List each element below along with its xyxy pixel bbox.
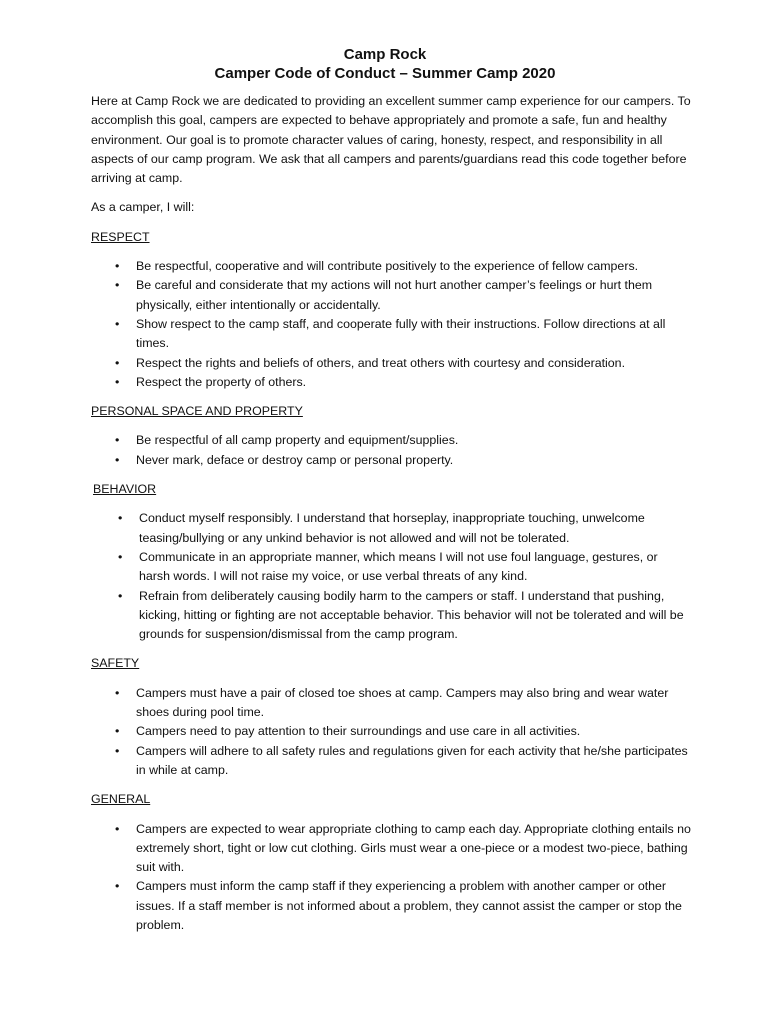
bullet-icon: • [115, 278, 120, 293]
list-item-text: Show respect to the camp staff, and cooperate fully with their instructions. Follow directions at all times. [136, 316, 666, 351]
list-item-text: Campers are expected to wear appropriate clothing to camp each day. Appropriate clothing entails no extremely short, tight or low cut clothing. Girls must wear a one-piece or a modest two-piece, bathing suit with. [136, 821, 691, 875]
list-item [91, 431, 691, 450]
list-item [91, 684, 691, 723]
bullet-icon: • [115, 685, 120, 700]
document-title: Camp Rock [343, 46, 427, 63]
title-block [0, 45, 770, 83]
bullet-icon: • [115, 316, 120, 331]
list-item [91, 257, 691, 276]
list-item [91, 451, 691, 470]
list-item-text: Be respectful, cooperative and will contribute positively to the experience of fellow campers. [136, 259, 639, 274]
list-item-text: Conduct myself responsibly. I understand that horseplay, inappropriate touching, unwelcome teasing/bullying or any unkind behavior is not allowed and will not be tolerated. [139, 511, 645, 545]
list-item-text: Campers must have a pair of closed toe shoes at camp. Campers may also bring and wear water shoes during pool time. [136, 685, 669, 720]
list-item-text: Respect the property of others. [136, 374, 307, 389]
section-heading-safety: SAFETY [91, 656, 140, 671]
list-item [91, 742, 691, 781]
personal-space-list [91, 431, 691, 470]
list-item-text: Never mark, deface or destroy camp or personal property. [136, 452, 454, 467]
bullet-icon: • [115, 433, 120, 448]
list-item-text: Campers need to pay attention to their surroundings and use care in all activities. [136, 724, 581, 739]
list-item [91, 877, 691, 935]
bullet-icon: • [118, 511, 123, 526]
bullet-icon: • [115, 355, 120, 370]
bullet-icon: • [115, 452, 120, 467]
document-body [91, 92, 691, 945]
section-heading-respect: RESPECT [91, 229, 150, 244]
list-item [91, 722, 691, 741]
list-item [91, 587, 691, 645]
list-item-text: Be careful and considerate that my actions will not hurt another camper’s feelings or hurt them physically, either intentionally or accidentally. [136, 278, 653, 312]
bullet-icon: • [118, 549, 123, 564]
bullet-icon: • [115, 724, 120, 739]
list-item-text: Be respectful of all camp property and equipment/supplies. [136, 433, 459, 448]
safety-list [91, 684, 691, 780]
bullet-icon: • [115, 259, 120, 274]
behavior-list [91, 509, 691, 644]
list-item-text: Campers will adhere to all safety rules and regulations given for each activity that he/she participates in while at camp. [136, 743, 688, 777]
bullet-icon: • [115, 879, 120, 894]
list-item [91, 509, 691, 548]
list-item-text: Refrain from deliberately causing bodily harm to the campers or staff. I understand that pushing, kicking, hitting or fighting are not acceptable behavior. This behavior will not be tolerated and will be grounds for suspension/dismissal from the camp program. [139, 588, 684, 642]
list-item-text: Communicate in an appropriate manner, which means I will not use foul language, gestures, or harsh words. I will not raise my voice, or use verbal threats of any kind. [139, 549, 658, 584]
general-list [91, 820, 691, 936]
lead-line: As a camper, I will: [91, 200, 195, 215]
respect-list [91, 257, 691, 392]
list-item-text: Respect the rights and beliefs of others, and treat others with courtesy and consideration. [136, 355, 626, 370]
list-item [91, 373, 691, 392]
list-item-text: Campers must inform the camp staff if they experiencing a problem with another camper or other issues. If a staff member is not informed about a problem, they cannot assist the camper or stop the problem. [136, 879, 682, 932]
list-item [91, 548, 691, 587]
bullet-icon: • [115, 743, 120, 758]
list-item [91, 276, 691, 315]
section-heading-personal-space: PERSONAL SPACE AND PROPERTY [91, 404, 303, 419]
bullet-icon: • [115, 374, 120, 389]
list-item [91, 820, 691, 878]
list-item [91, 315, 691, 354]
bullet-icon: • [118, 588, 123, 603]
section-heading-general: GENERAL [91, 792, 151, 807]
list-item [91, 354, 691, 373]
intro-paragraph: Here at Camp Rock we are dedicated to providing an excellent summer camp experience for our campers. To accomplish this goal, campers are expected to behave appropriately and promote a safe, fun and healthy environment. Our goal is to promote character values of caring, honesty, respect, and responsibility in all aspects of our camp program. We ask that all campers and parents/guardians read this code together before arriving at camp. [91, 94, 691, 186]
document-subtitle: Camper Code of Conduct – Summer Camp 2020 [214, 65, 556, 82]
section-heading-behavior: BEHAVIOR [93, 482, 157, 497]
bullet-icon: • [115, 821, 120, 836]
